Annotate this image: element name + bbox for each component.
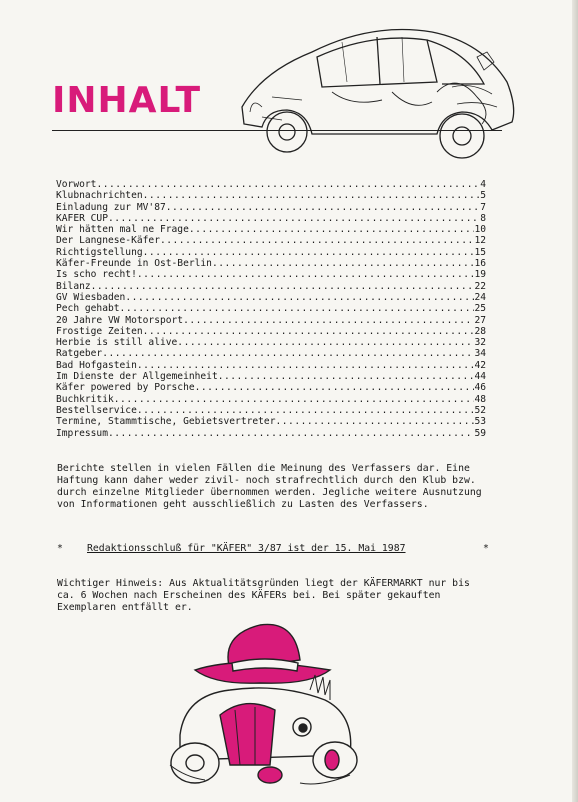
toc-entry-page: 5 xyxy=(480,190,486,202)
toc-leader-dots xyxy=(137,405,475,416)
toc-entry xyxy=(56,303,486,314)
toc-entry xyxy=(56,337,486,348)
toc-entry-title: Käfer-Freunde in Ost-Berlin xyxy=(56,258,212,270)
toc-entry-title: Vorwort xyxy=(56,179,97,190)
toc-leader-dots xyxy=(114,394,475,405)
deadline-text: Redaktionsschluß für "KÄFER" 3/87 ist der 15. Mai 1987 xyxy=(87,543,406,554)
toc-entry-title: Einladung zur MV'87 xyxy=(56,201,166,213)
page-title: INHALT xyxy=(52,80,202,121)
toc-leader-dots xyxy=(143,190,481,201)
toc-entry-page: 42 xyxy=(474,359,486,371)
toc-entry-title: Richtigstellung xyxy=(56,246,143,258)
deadline-marker-right: * xyxy=(483,543,489,554)
toc-entry xyxy=(56,213,486,224)
toc-entry-title: Im Dienste der Allgemeinheit xyxy=(56,371,218,383)
toc-leader-dots xyxy=(108,213,480,224)
toc-entry-title: Buchkritik xyxy=(56,393,114,405)
toc-entry xyxy=(56,179,486,190)
toc-entry-title: GV Wiesbaden xyxy=(56,291,126,303)
toc-entry-page: 4 xyxy=(480,179,486,190)
toc-entry-title: Herbie is still alive xyxy=(56,337,178,349)
toc-leader-dots xyxy=(120,303,475,314)
toc-leader-dots xyxy=(212,258,474,269)
toc-leader-dots xyxy=(125,292,474,303)
toc-entry-page: 15 xyxy=(474,246,486,258)
toc-entry xyxy=(56,292,486,303)
toc-entry xyxy=(56,360,486,371)
toc-entry-page: 12 xyxy=(474,235,486,247)
toc-entry-page: 16 xyxy=(474,258,486,270)
deadline-marker-left: * xyxy=(57,543,63,554)
toc-leader-dots xyxy=(143,247,475,258)
page-edge xyxy=(572,0,578,802)
toc-entry-page: 24 xyxy=(474,291,486,303)
toc-entry-page: 8 xyxy=(480,212,486,224)
disclaimer-text: Berichte stellen in vielen Fällen die Meinung des Verfassers dar. Eine Haftung kann daher weder zivil- noch strafrechtlich durch den Klub bzw. durch einzelne Mitglieder übernommen werden. Jegliche weitere Ausnutzung von Informationen geht ausschließlich zu Lasten des Verfassers. xyxy=(57,463,482,510)
toc-entry-page: 52 xyxy=(474,404,486,416)
toc-entry-title: Frostige Zeiten xyxy=(56,325,143,337)
toc-leader-dots xyxy=(91,281,475,292)
toc-entry-page: 28 xyxy=(474,325,486,337)
toc-entry-title: 20 Jahre VW Motorsport xyxy=(56,314,184,326)
toc-entry-page: 19 xyxy=(474,269,486,281)
toc-entry-title: Klubnachrichten xyxy=(56,190,143,202)
toc-leader-dots xyxy=(183,315,474,326)
notice-text: Wichtiger Hinweis: Aus Aktualitätsgründen liegt der KÄFERMARKT nur bis ca. 6 Wochen nach Erscheinen des KÄFERs bei. Bei später gekauften Exemplaren entfällt er. xyxy=(57,578,470,613)
toc-entry-title: Bilanz xyxy=(56,280,91,292)
toc-leader-dots xyxy=(189,224,475,235)
toc-entry-page: 59 xyxy=(474,427,486,439)
toc-leader-dots xyxy=(137,269,475,280)
toc-entry xyxy=(56,202,486,213)
toc-entry-title: Der Langnese-Käfer xyxy=(56,235,160,247)
toc-entry xyxy=(56,416,486,427)
toc-leader-dots xyxy=(137,360,475,371)
toc-entry-page: 10 xyxy=(474,224,486,236)
toc-leader-dots xyxy=(102,348,474,359)
toc-entry xyxy=(56,315,486,326)
toc-entry xyxy=(56,428,486,439)
toc-leader-dots xyxy=(177,337,474,348)
toc-entry xyxy=(56,247,486,258)
toc-entry-title: Bestellservice xyxy=(56,404,137,416)
toc-entry-title: Wir hätten mal ne Frage xyxy=(56,224,189,236)
toc-entry-title: Bad Hofgastein xyxy=(56,359,137,371)
toc-entry xyxy=(56,382,486,393)
toc-entry-title: Pech gehabt xyxy=(56,303,120,315)
toc-entry-page: 7 xyxy=(480,201,486,213)
toc-leader-dots xyxy=(143,326,475,337)
toc-entry-title: Ratgeber xyxy=(56,348,103,360)
toc-entry-page: 32 xyxy=(474,337,486,349)
toc-entry-title: Impressum xyxy=(56,427,108,439)
toc-entry xyxy=(56,190,486,201)
toc-entry xyxy=(56,394,486,405)
toc-leader-dots xyxy=(96,179,480,190)
toc-entry-title: Is scho recht! xyxy=(56,269,137,281)
beetle-cutaway-illustration xyxy=(222,12,522,162)
toc-entry-page: 27 xyxy=(474,314,486,326)
toc-entry xyxy=(56,326,486,337)
toc-entry-page: 53 xyxy=(474,416,486,428)
toc-entry xyxy=(56,371,486,382)
beetle-mascot-illustration xyxy=(160,615,370,795)
toc-entry-page: 25 xyxy=(474,303,486,315)
toc-entry-title: Käfer powered by Porsche xyxy=(56,382,195,394)
toc-leader-dots xyxy=(218,371,475,382)
toc-entry xyxy=(56,405,486,416)
toc-entry-page: 22 xyxy=(474,280,486,292)
toc-leader-dots xyxy=(195,382,475,393)
toc-entry-page: 44 xyxy=(474,371,486,383)
title-rule xyxy=(52,130,502,131)
toc-leader-dots xyxy=(166,202,480,213)
toc-leader-dots xyxy=(160,235,474,246)
toc-entry-page: 48 xyxy=(474,393,486,405)
toc-entry-page: 46 xyxy=(474,382,486,394)
toc-leader-dots xyxy=(276,416,475,427)
toc-entry xyxy=(56,224,486,235)
toc-entry xyxy=(56,235,486,246)
toc-entry xyxy=(56,258,486,269)
toc-entry-title: KÄFER CUP xyxy=(56,212,108,224)
toc-entry xyxy=(56,281,486,292)
toc-leader-dots xyxy=(108,428,474,439)
toc-entry xyxy=(56,269,486,280)
toc-entry xyxy=(56,348,486,359)
table-of-contents xyxy=(56,179,486,439)
toc-entry-page: 34 xyxy=(474,348,486,360)
toc-entry-title: Termine, Stammtische, Gebietsvertreter xyxy=(56,416,276,428)
